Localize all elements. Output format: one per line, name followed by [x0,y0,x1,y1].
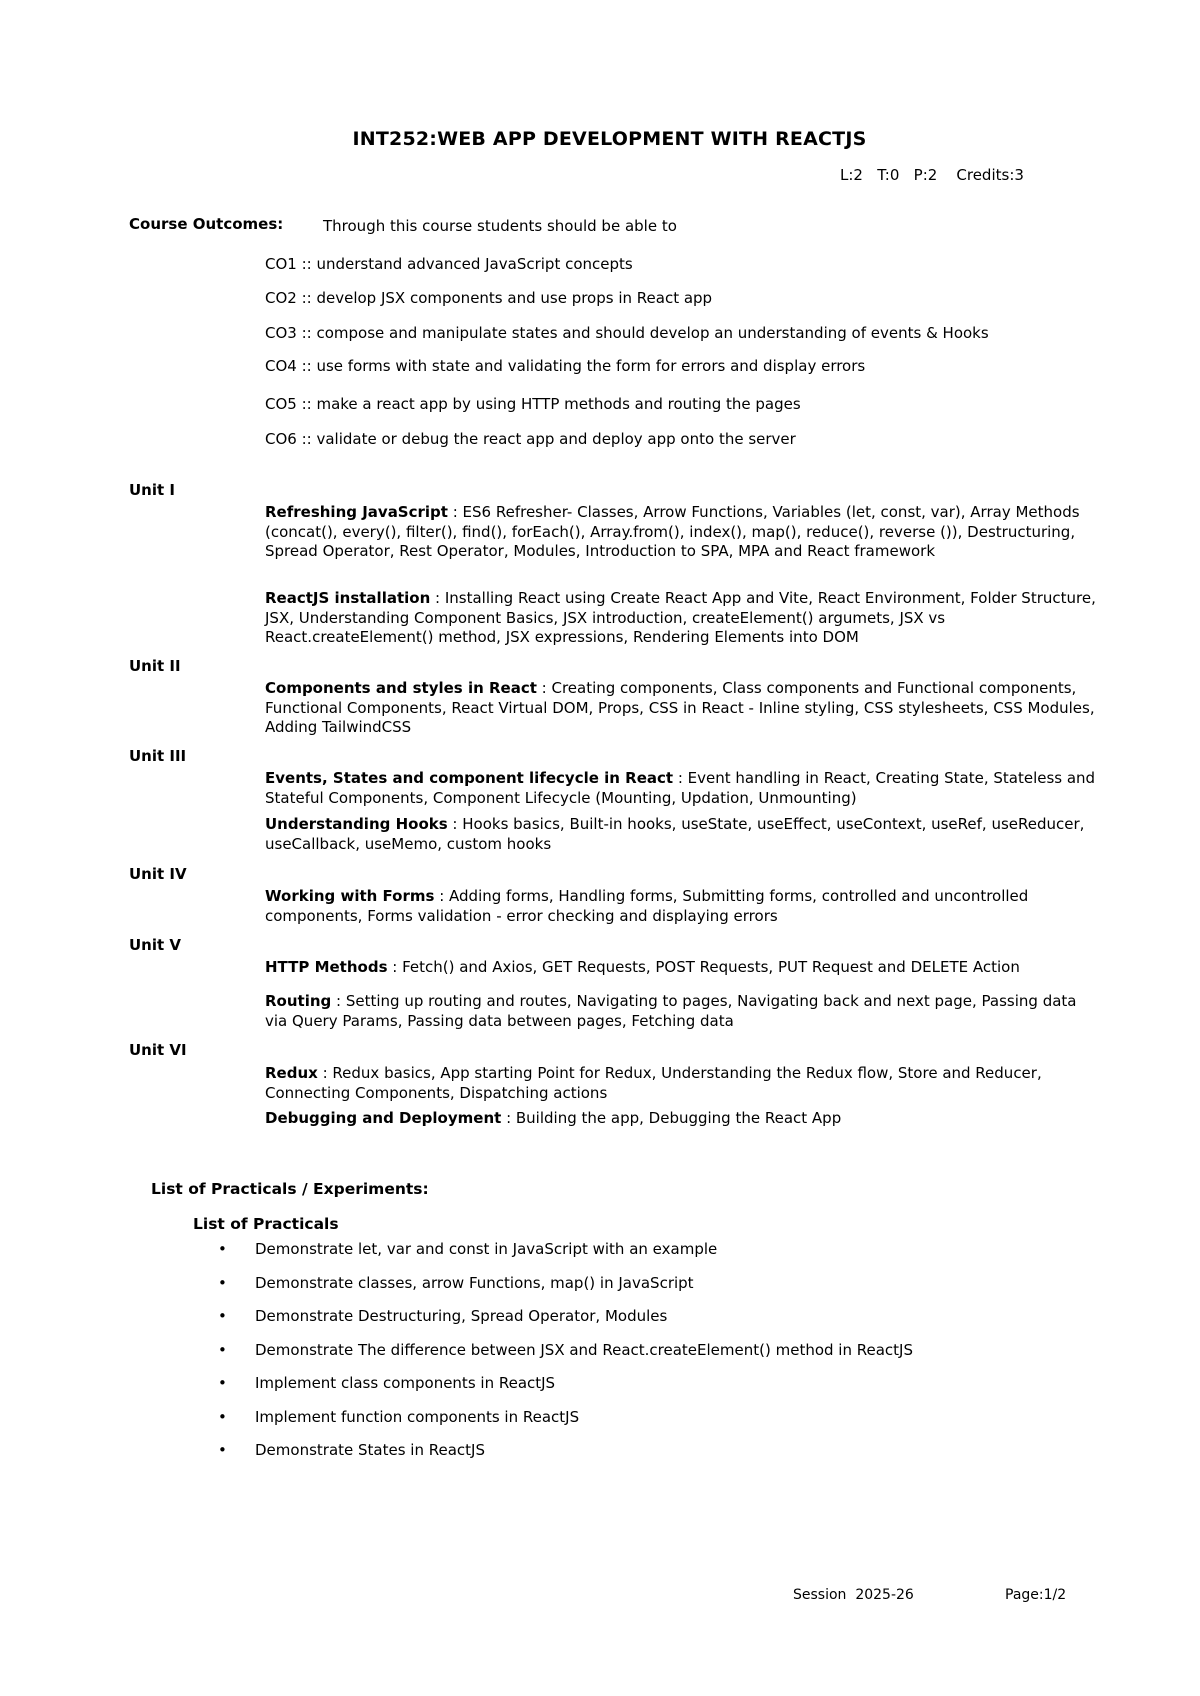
topic-text: : Installing React using Create React App and Vite, React Environment, Folder Structure, JSX, Understanding Component Basics, JSX introduction, createElement() argumets, JSX vs React.createElement() method, JSX expressions, Rendering Elements into DOM [265,589,1096,647]
topic-heading: Debugging and Deployment [265,1109,502,1127]
course-outcome-5: CO5 :: make a react app by using HTTP methods and routing the pages [265,395,801,413]
course-outcome-1: CO1 :: understand advanced JavaScript concepts [265,255,633,273]
topic-text: : Fetch() and Axios, GET Requests, POST Requests, PUT Request and DELETE Action [387,958,1020,976]
unit-4-topic-1 [265,887,1100,926]
bullet-icon: • [218,1240,227,1258]
unit-label-4: Unit IV [129,865,187,883]
list-item [218,1240,913,1274]
topic-text: : ES6 Refresher- Classes, Arrow Functions, Variables (let, const, var), Array Methods (concat(), every(), filter(), find(), forEach(), Array.from(), index(), map(), reduce(), reverse ()), Destructuring, Spread Operator, Rest Operator, Modules, Introduction to SPA, MPA and React framework [265,503,1080,561]
topic-heading: HTTP Methods [265,958,388,976]
list-item [218,1307,913,1341]
unit-label-1: Unit I [129,481,175,499]
unit-5-topic-2 [265,992,1100,1031]
page-number: Page:1/2 [1005,1587,1067,1603]
unit-2-topic-1 [265,679,1100,738]
topic-heading: Refreshing JavaScript [265,503,448,521]
practical-text: Demonstrate let, var and const in JavaScript with an example [255,1240,718,1258]
unit-3-topic-2 [265,815,1100,854]
unit-1-topic-1 [265,503,1100,562]
topic-heading: Events, States and component lifecycle in React [265,769,674,787]
topic-heading: ReactJS installation [265,589,431,607]
course-outcome-2: CO2 :: develop JSX components and use props in React app [265,289,713,307]
course-outcome-6: CO6 :: validate or debug the react app and deploy app onto the server [265,430,796,448]
unit-1-topic-2 [265,589,1100,648]
practical-text: Demonstrate States in ReactJS [255,1441,485,1459]
practical-text: Demonstrate classes, arrow Functions, map() in JavaScript [255,1273,694,1292]
bullet-icon: • [218,1307,227,1325]
topic-heading: Understanding Hooks [265,815,448,833]
bullet-icon: • [218,1374,227,1392]
unit-label-6: Unit VI [129,1041,187,1059]
list-item [218,1408,913,1442]
topic-heading: Redux [265,1064,318,1082]
topic-text: : Hooks basics, Built-in hooks, useState, useEffect, useContext, useRef, useReducer, useCallback, useMemo, custom hooks [265,815,1085,853]
unit-label-5: Unit V [129,936,182,954]
course-outcomes-intro: Through this course students should be able to [323,217,677,235]
course-title: INT252:WEB APP DEVELOPMENT WITH REACTJS [352,128,867,150]
practical-text: Implement function components in ReactJS [255,1407,580,1426]
unit-3-topic-1 [265,769,1100,808]
bullet-icon: • [218,1407,227,1426]
topic-heading: Components and styles in React [265,679,537,697]
practical-text: Demonstrate The difference between JSX and React.createElement() method in ReactJS [255,1340,913,1359]
bullet-icon: • [218,1340,227,1359]
unit-label-2: Unit II [129,657,181,675]
bullet-icon: • [218,1441,227,1459]
topic-text: : Building the app, Debugging the React App [501,1109,842,1127]
topic-text: : Setting up routing and routes, Navigating to pages, Navigating back and next page, Passing data via Query Params, Passing data between pages, Fetching data [265,992,1077,1030]
unit-6-topic-1 [265,1064,1100,1103]
topic-text: : Event handling in React, Creating State, Stateless and Stateful Components, Component Lifecycle (Mounting, Updation, Unmounting) [265,769,1096,807]
list-item [218,1341,913,1375]
practical-text: Demonstrate Destructuring, Spread Operator, Modules [255,1307,668,1325]
topic-heading: Routing [265,992,332,1010]
practicals-heading: List of Practicals / Experiments: [151,1180,429,1198]
practicals-list [218,1240,913,1475]
practicals-subheading: List of Practicals [193,1215,339,1233]
topic-text: : Adding forms, Handling forms, Submitting forms, controlled and uncontrolled components, Forms validation - error checking and displaying errors [265,887,1029,925]
unit-6-topic-2 [265,1109,1100,1129]
ltp-credits: L:2 T:0 P:2 Credits:3 [840,166,1024,184]
practical-text: Implement class components in ReactJS [255,1374,556,1392]
list-item [218,1441,913,1475]
list-item [218,1374,913,1408]
course-outcomes-label: Course Outcomes: [129,215,284,233]
topic-heading: Working with Forms [265,887,435,905]
unit-5-topic-1 [265,958,1100,978]
course-outcome-4: CO4 :: use forms with state and validating the form for errors and display errors [265,357,866,375]
course-outcome-3: CO3 :: compose and manipulate states and should develop an understanding of events & Hooks [265,324,989,342]
unit-label-3: Unit III [129,747,187,765]
list-item [218,1274,913,1308]
topic-text: : Creating components, Class components and Functional components, Functional Components, React Virtual DOM, Props, CSS in React - Inline styling, CSS stylesheets, CSS Modules, Adding TailwindCSS [265,679,1095,737]
bullet-icon: • [218,1273,227,1292]
topic-text: : Redux basics, App starting Point for Redux, Understanding the Redux flow, Store and Reducer, Connecting Components, Dispatching actions [265,1064,1042,1102]
session-label: Session 2025-26 [793,1587,914,1603]
